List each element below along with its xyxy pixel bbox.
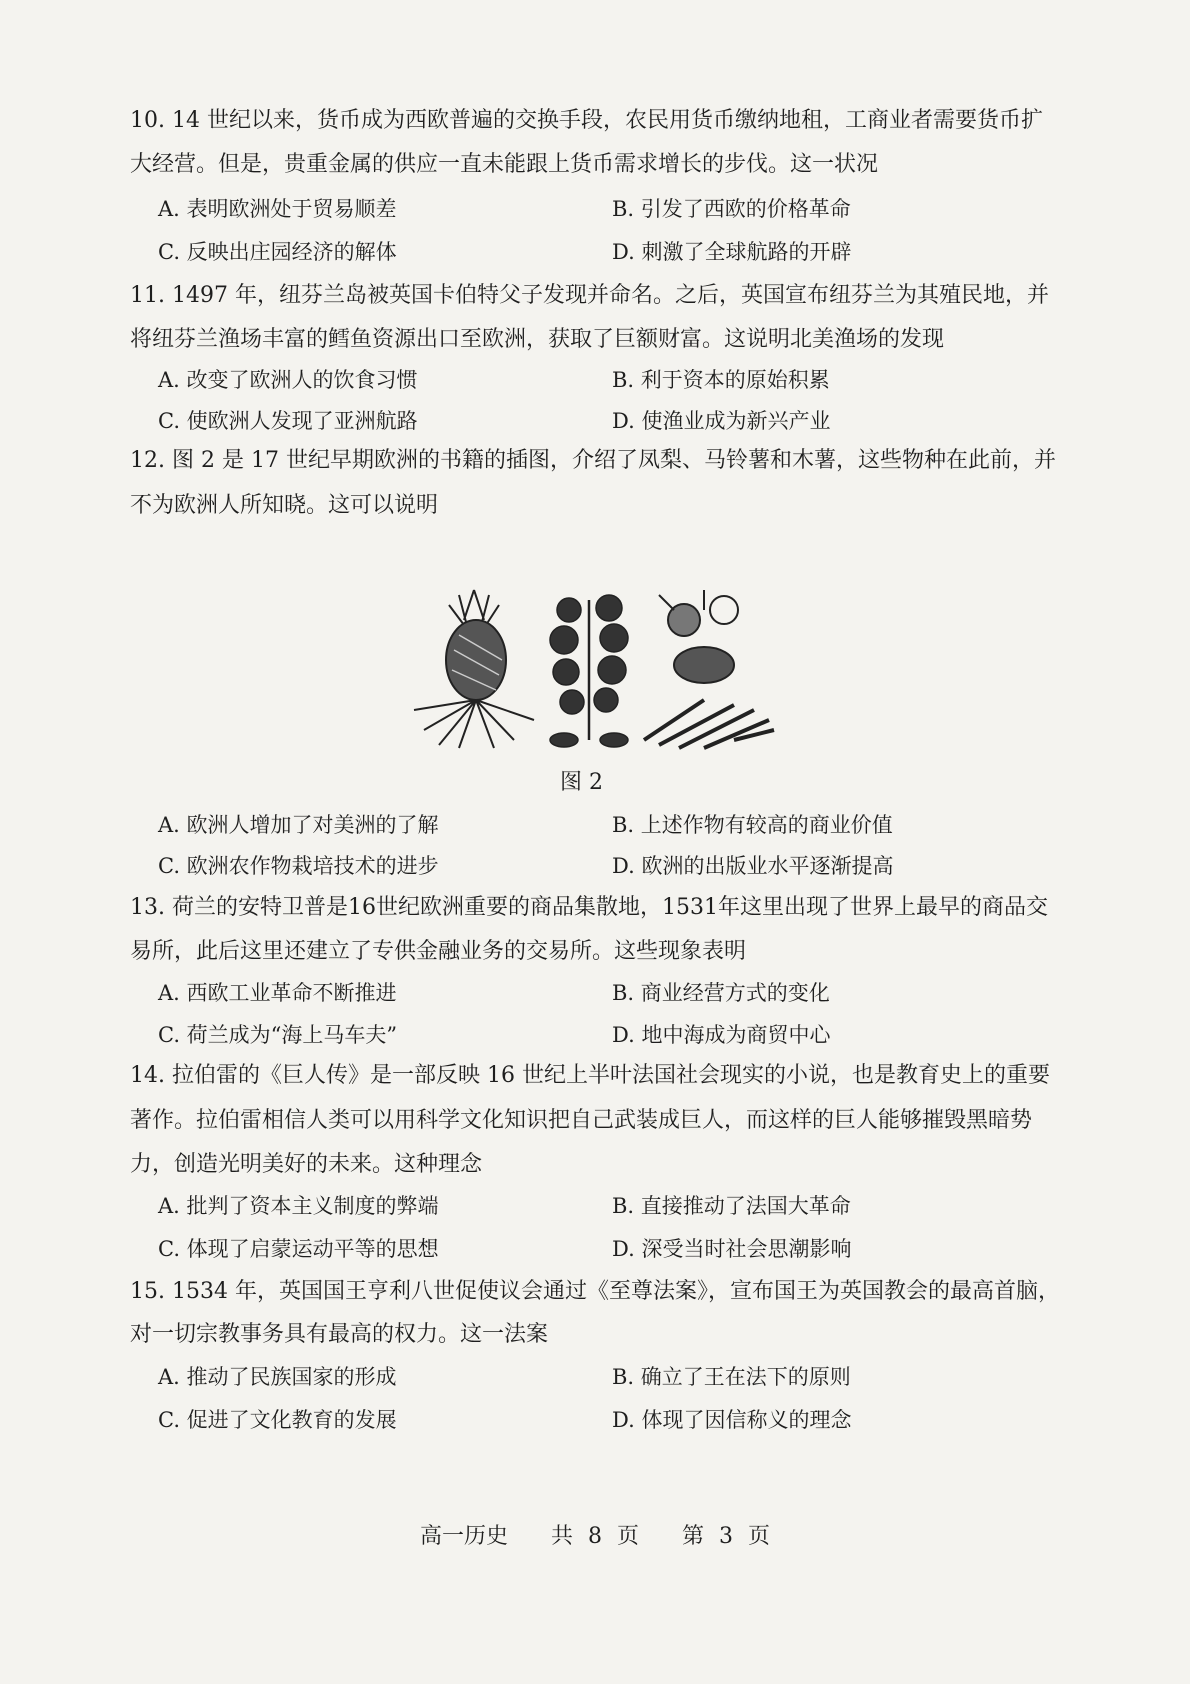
q10-option-a[interactable]: A. 表明欧洲处于贸易顺差	[158, 197, 397, 221]
q14-option-c[interactable]: C. 体现了启蒙运动平等的思想	[158, 1237, 439, 1261]
q11-stem-line-1: 11. 1497 年，纽芬兰岛被英国卡伯特父子发现并命名。之后，英国宣布纽芬兰为其殖民地，并	[130, 283, 1049, 308]
q14-stem-line-2: 著作。拉伯雷相信人类可以用科学文化知识把自己武装成巨人，而这样的巨人能够摧毁黑暗势	[130, 1108, 1033, 1133]
q15-option-a[interactable]: A. 推动了民族国家的形成	[158, 1365, 397, 1389]
q14-stem-line-3: 力，创造光明美好的未来。这种理念	[130, 1152, 483, 1177]
q12-option-b[interactable]: B. 上述作物有较高的商业价值	[612, 813, 893, 837]
q14-option-d[interactable]: D. 深受当时社会思潮影响	[612, 1237, 852, 1261]
footer-page-number: 第 3 页	[682, 1524, 770, 1549]
q13-option-b[interactable]: B. 商业经营方式的变化	[612, 981, 830, 1005]
q14-option-b[interactable]: B. 直接推动了法国大革命	[612, 1194, 851, 1218]
q10-option-d[interactable]: D. 刺激了全球航路的开辟	[612, 240, 852, 264]
figure-2-illustration	[404, 580, 784, 750]
q15-option-b[interactable]: B. 确立了王在法下的原则	[612, 1365, 851, 1389]
figure-caption: 图 2	[560, 770, 603, 795]
footer-total-pages: 共 8 页	[551, 1524, 639, 1549]
q14-stem-line-1: 14. 拉伯雷的《巨人传》是一部反映 16 世纪上半叶法国社会现实的小说，也是教育史上的重要	[130, 1063, 1050, 1088]
q10-stem-line-2: 大经营。但是，贵重金属的供应一直未能跟上货币需求增长的步伐。这一状况	[130, 152, 879, 177]
q12-option-d[interactable]: D. 欧洲的出版业水平逐渐提高	[612, 854, 894, 878]
q13-stem-line-2: 易所，此后这里还建立了专供金融业务的交易所。这些现象表明	[130, 939, 747, 964]
q13-option-a[interactable]: A. 西欧工业革命不断推进	[158, 981, 397, 1005]
q11-option-d[interactable]: D. 使渔业成为新兴产业	[612, 409, 831, 433]
q11-stem-line-2: 将纽芬兰渔场丰富的鳕鱼资源出口至欧洲，获取了巨额财富。这说明北美渔场的发现	[130, 327, 945, 352]
q15-option-d[interactable]: D. 体现了因信称义的理念	[612, 1408, 852, 1432]
q12-option-c[interactable]: C. 欧洲农作物栽培技术的进步	[158, 854, 439, 878]
q15-stem-line-2: 对一切宗教事务具有最高的权力。这一法案	[130, 1322, 549, 1347]
q12-stem-line-1: 12. 图 2 是 17 世纪早期欧洲的书籍的插图，介绍了凤梨、马铃薯和木薯，这些物种在此前，并	[130, 448, 1056, 473]
q13-option-d[interactable]: D. 地中海成为商贸中心	[612, 1023, 831, 1047]
q13-stem-line-1: 13. 荷兰的安特卫普是16世纪欧洲重要的商品集散地，1531年这里出现了世界上最早的商品交	[130, 895, 1048, 920]
q10-option-b[interactable]: B. 引发了西欧的价格革命	[612, 197, 851, 221]
footer-subject: 高一历史	[420, 1524, 509, 1549]
q13-option-c[interactable]: C. 荷兰成为“海上马车夫”	[158, 1023, 398, 1047]
q15-stem-line-1: 15. 1534 年，英国国王亨利八世促使议会通过《至尊法案》，宣布国王为英国教会的最高首脑，	[130, 1279, 1060, 1304]
q11-option-a[interactable]: A. 改变了欧洲人的饮食习惯	[158, 368, 418, 392]
page-footer	[0, 1522, 1190, 1552]
q10-option-c[interactable]: C. 反映出庄园经济的解体	[158, 240, 397, 264]
q15-option-c[interactable]: C. 促进了文化教育的发展	[158, 1408, 397, 1432]
q14-option-a[interactable]: A. 批判了资本主义制度的弊端	[158, 1194, 439, 1218]
q10-stem-line-1: 10. 14 世纪以来，货币成为西欧普遍的交换手段，农民用货币缴纳地租，工商业者需要货币扩	[130, 108, 1043, 133]
q12-stem-line-2: 不为欧洲人所知晓。这可以说明	[130, 493, 439, 518]
q11-option-c[interactable]: C. 使欧洲人发现了亚洲航路	[158, 409, 418, 433]
q11-option-b[interactable]: B. 利于资本的原始积累	[612, 368, 830, 392]
q12-option-a[interactable]: A. 欧洲人增加了对美洲的了解	[158, 813, 439, 837]
